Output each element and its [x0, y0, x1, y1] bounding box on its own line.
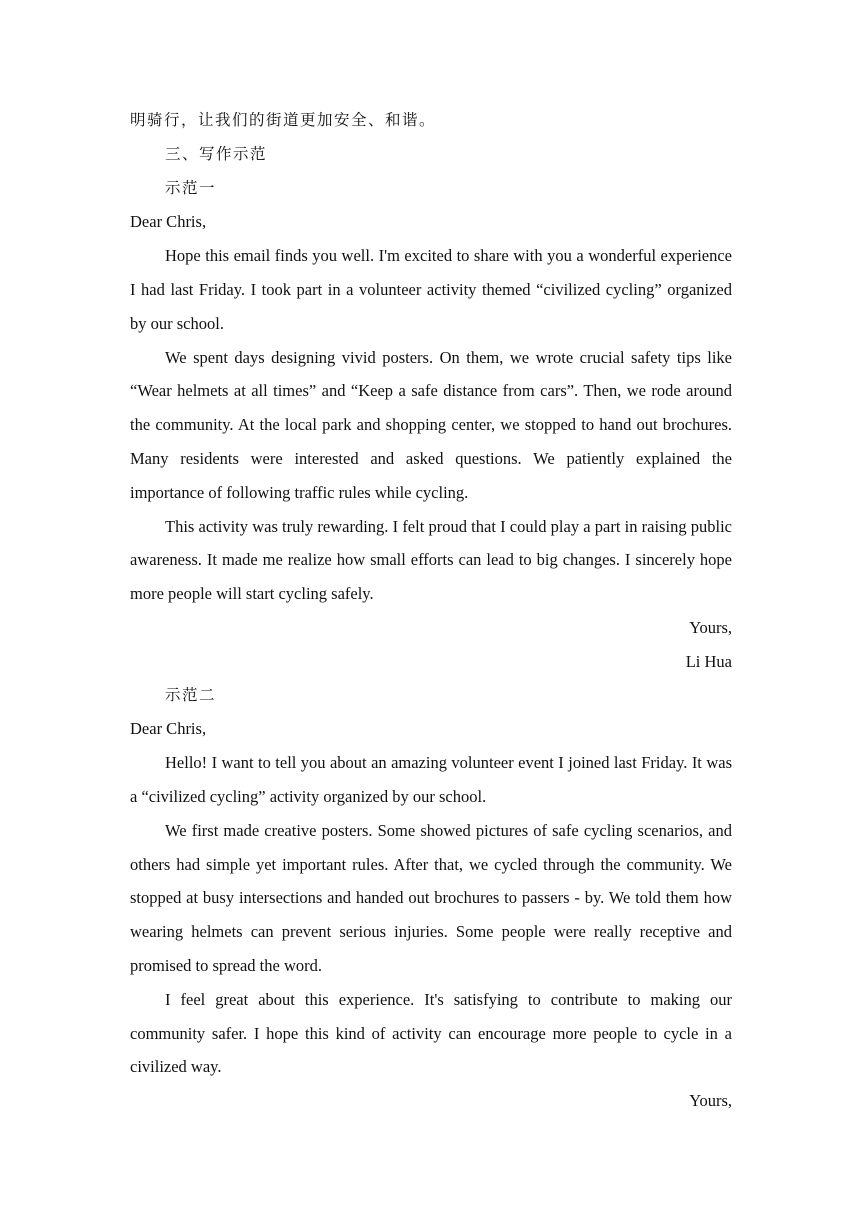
greeting: Dear Chris,	[130, 212, 207, 232]
body-paragraph: I feel great about this experience. It's satisfying to contribute to making our community safer. I hope this kind of activity can encourage more people to cycle in a civilized way.	[130, 989, 732, 1077]
sample-label: 示范一	[165, 178, 217, 197]
closing: Yours,	[689, 617, 732, 637]
continuation-line: 明骑行，让我们的街道更加安全、和谐。	[130, 111, 437, 129]
body-paragraph: This activity was truly rewarding. I felt proud that I could play a part in raising public awareness. It made me realize how small efforts can lead to big changes. I sincerely hope more people will start cycling safely.	[130, 516, 732, 604]
greeting: Dear Chris,	[130, 719, 207, 739]
body-paragraph: Hello! I want to tell you about an amazing volunteer event I joined last Friday. It was a “civilized cycling” activity organized by our school.	[130, 753, 732, 806]
closing: Yours,	[689, 1091, 732, 1111]
sample-label: 示范二	[165, 685, 217, 704]
body-paragraph: Hope this email finds you well. I'm excited to share with you a wonderful experience I had last Friday. I took part in a volunteer activity themed “civilized cycling” organized by our school.	[130, 246, 732, 333]
signature: Li Hua	[685, 651, 732, 671]
body-paragraph: We first made creative posters. Some showed pictures of safe cycling scenarios, and others had simple yet important rules. After that, we cycled through the community. We stopped at busy intersections and handed out brochures to passers - by. We told them how wearing helmets can prevent serious injuries. Some people were really receptive and promised to spread the word.	[130, 820, 732, 975]
section-heading: 三、写作示范	[165, 144, 268, 163]
document-page	[130, 104, 732, 1118]
body-paragraph: We spent days designing vivid posters. On them, we wrote crucial safety tips like “Wear helmets at all times” and “Keep a safe distance from cars”. Then, we rode around the community. At the local park and shopping center, we stopped to hand out brochures. Many residents were interested and asked questions. We patiently explained the importance of following traffic rules while cycling.	[130, 347, 732, 502]
